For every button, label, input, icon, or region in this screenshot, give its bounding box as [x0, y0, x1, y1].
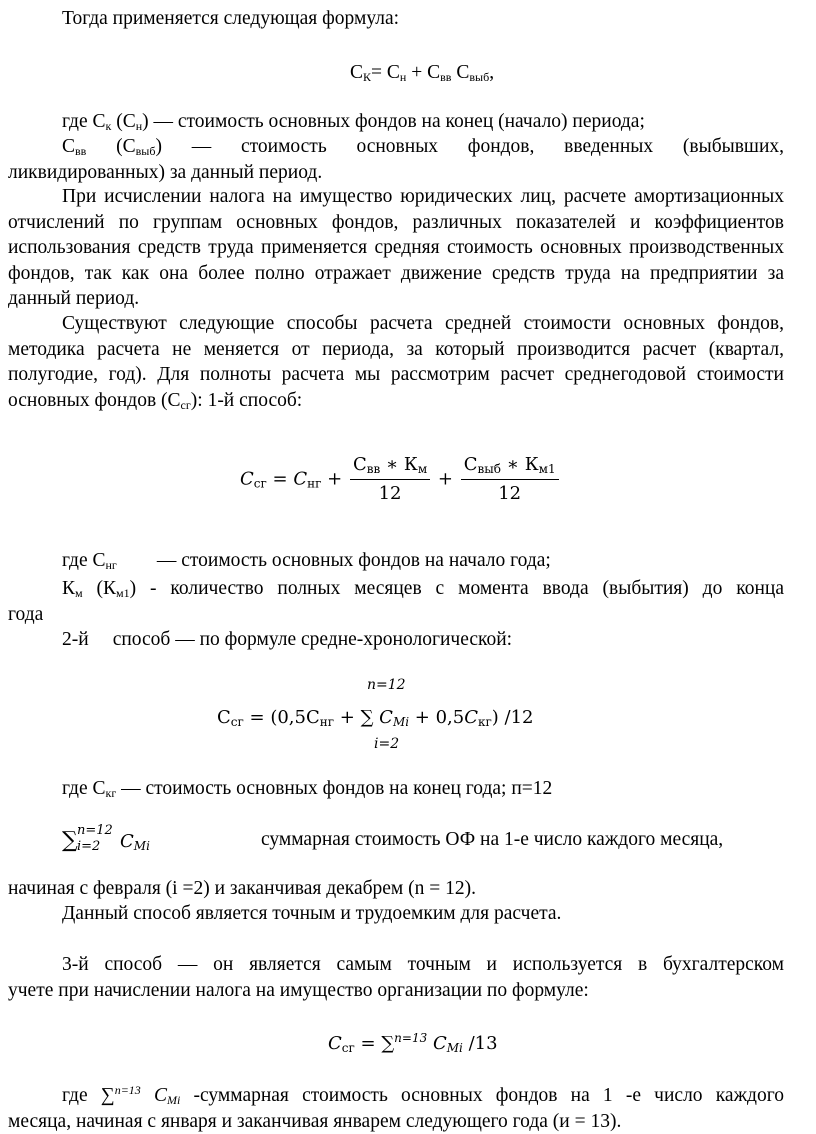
paragraph-average-cost: При исчислении налога на имущество юридических лиц, расчете амортизационных отчислений по группам основных фондов, различных показателей и коэффициентов использования средств труда применяется средняя стоимость основных производственных фондов, так как она более полно отражает движение средств труда на предприятии за данный период. [8, 186, 784, 309]
sum-def-term: $C_{Mi}$ [120, 831, 150, 853]
method-2-heading: 2-й способ — по формуле средне-хронологической: [62, 629, 513, 650]
definition-cvv: $С_{вв}$ $(С_{выб})$ — стоимость основных фондов, введенных (выбывших, ликвидированных) за данный период. [8, 136, 785, 183]
sum-def-lower: i=2 [77, 839, 101, 854]
paragraph-methods: Существуют следующие способы расчета средней стоимости основных фондов, методика расчета не меняется от периода, за который производится расчет (квартал, полугодие, год). Для полноты расчета мы рассмотрим расчет среднегодовой стоимости основных фондов $(С_{сг})$: 1-й способ: [8, 313, 784, 412]
fraction-entered: $\frac{С_{вв} ∗ К_м}{12}$ [350, 454, 430, 505]
method-3-paragraph: 3-й способ — он является самым точным и используется в бухгалтерском учете при начислении налога на имущество организации по формуле: [8, 954, 784, 1001]
sum-def-continuation: начиная с февраля (i =2) и заканчивая декабрем (n = 12). [8, 878, 477, 899]
sum-upper-limit: n=12 [367, 677, 406, 693]
sum-def-upper: n=12 [77, 823, 113, 838]
fraction-retired: $\frac{С_{выб} ∗ К_{м1}}{12}$ [461, 454, 559, 505]
definition-cng: где $С_{нг}$ — стоимость основных фондов на начало года; [62, 550, 551, 572]
sum-symbol: ∑ [62, 828, 78, 853]
intro-text: Тогда применяется следующая формула: [62, 8, 400, 29]
definition-km: $К_м$ $(К_{м1})$ - количество полных месяцев с момента ввода (выбытия) до конца года [8, 578, 784, 625]
formula-book-value: $С_К= С_н + С_{вв}$ $С_{выб}$, [350, 62, 495, 84]
definition-ck: где $С_к$ $(С_н)$ — стоимость основных фондов на конец (начало) периода; [62, 111, 645, 133]
formula-method-3: $C_{сг} = \sum^{n=13}$ $C_{Mi}$ /13 [328, 1031, 498, 1055]
definition-sum-13: где ∑$^{n=13}$ $C_{Mi}$ -суммарная стоимость основных фондов на 1 -е число каждого месяца, начиная с января и заканчивая январем следующего года (и = 13). [8, 1083, 784, 1132]
definition-ckg: где $С_{кг}$ — стоимость основных фондов на конец года; п=12 [62, 778, 553, 800]
sum-def-text: суммарная стоимость ОФ на 1-е число каждого месяца, [261, 829, 724, 850]
exact-note: Данный способ является точным и трудоемким для расчета. [62, 903, 562, 924]
formula-method-1: $C_{сг} = C_{нг}$ + $\frac{С_{вв} ∗ К_м}{12}$ + $\frac{С_{выб} ∗ К_{м1}}{12}$ [240, 454, 561, 505]
formula-method-2: $С_{сг} = (0,5С_{нг}$ + ∑ $C_{Mi} + 0,5C_{кг}$) /12 [217, 707, 534, 729]
sum-lower-limit: i=2 [374, 736, 400, 752]
